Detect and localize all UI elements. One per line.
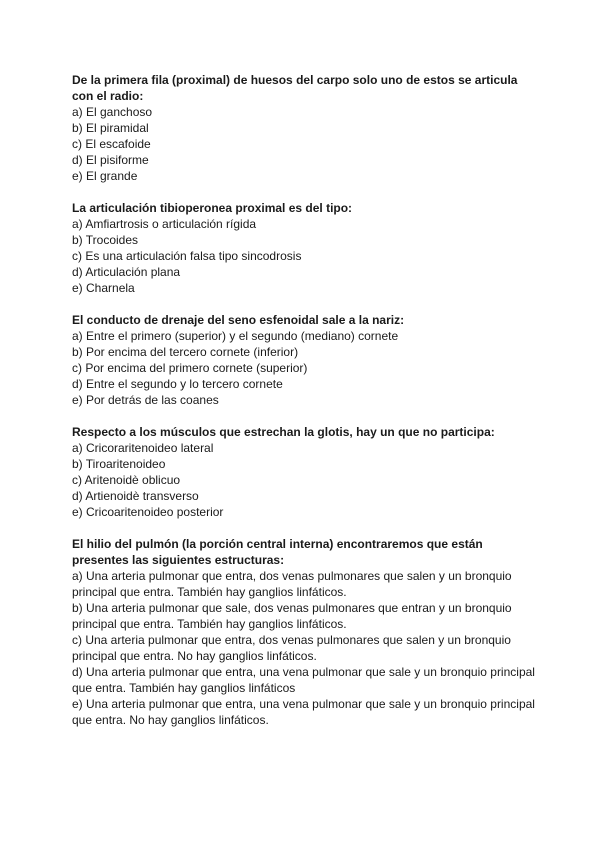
- option-c: c) Una arteria pulmonar que entra, dos venas pulmonares que salen y un bronquio principal que entra. No hay ganglios linfáticos.: [72, 633, 511, 663]
- question-title: La articulación tibioperonea proximal es del tipo:: [72, 201, 353, 215]
- question-title: El conducto de drenaje del seno esfenoidal sale a la nariz:: [72, 313, 405, 327]
- option-a: a) Cricoraritenoideo lateral: [72, 441, 214, 455]
- option-c: c) Aritenoidè oblicuo: [72, 473, 181, 487]
- option-d: d) Artienoidè transverso: [72, 489, 199, 503]
- question-3: [72, 312, 542, 408]
- option-d: d) Una arteria pulmonar que entra, una vena pulmonar que sale y un bronquio principal que entra. También hay ganglios linfáticos: [72, 665, 535, 695]
- question-title: El hilio del pulmón (la porción central interna) encontraremos que están presentes las siguientes estructuras:: [72, 537, 483, 567]
- option-b: b) Trocoides: [72, 233, 139, 247]
- option-e: e) Charnela: [72, 281, 135, 295]
- option-c: c) Por encima del primero cornete (superior): [72, 361, 308, 375]
- option-d: d) El pisiforme: [72, 153, 149, 167]
- option-d: d) Entre el segundo y lo tercero cornete: [72, 377, 283, 391]
- question-5: [72, 536, 542, 728]
- option-e: e) El grande: [72, 169, 138, 183]
- question-title: De la primera fila (proximal) de huesos del carpo solo uno de estos se articula con el radio:: [72, 73, 518, 103]
- option-a: a) El ganchoso: [72, 105, 153, 119]
- option-a: a) Una arteria pulmonar que entra, dos venas pulmonares que salen y un bronquio principal que entra. También hay ganglios linfáticos.: [72, 569, 512, 599]
- option-b: b) Una arteria pulmonar que sale, dos venas pulmonares que entran y un bronquio principal que entra. También hay ganglios linfáticos.: [72, 601, 512, 631]
- option-b: b) El piramidal: [72, 121, 149, 135]
- question-1: [72, 72, 542, 184]
- option-e: e) Cricoaritenoideo posterior: [72, 505, 224, 519]
- option-e: e) Una arteria pulmonar que entra, una vena pulmonar que sale y un bronquio principal que entra. No hay ganglios linfáticos.: [72, 697, 535, 727]
- option-c: c) El escafoide: [72, 137, 151, 151]
- question-list: [72, 72, 542, 744]
- option-d: d) Articulación plana: [72, 265, 181, 279]
- option-c: c) Es una articulación falsa tipo sincodrosis: [72, 249, 302, 263]
- question-2: [72, 200, 542, 296]
- option-b: b) Tiroaritenoideo: [72, 457, 166, 471]
- option-a: a) Amfiartrosis o articulación rígida: [72, 217, 257, 231]
- option-e: e) Por detrás de las coanes: [72, 393, 219, 407]
- question-title: Respecto a los músculos que estrechan la glotis, hay un que no participa:: [72, 425, 495, 439]
- option-b: b) Por encima del tercero cornete (inferior): [72, 345, 299, 359]
- question-4: [72, 424, 542, 520]
- option-a: a) Entre el primero (superior) y el segundo (mediano) cornete: [72, 329, 399, 343]
